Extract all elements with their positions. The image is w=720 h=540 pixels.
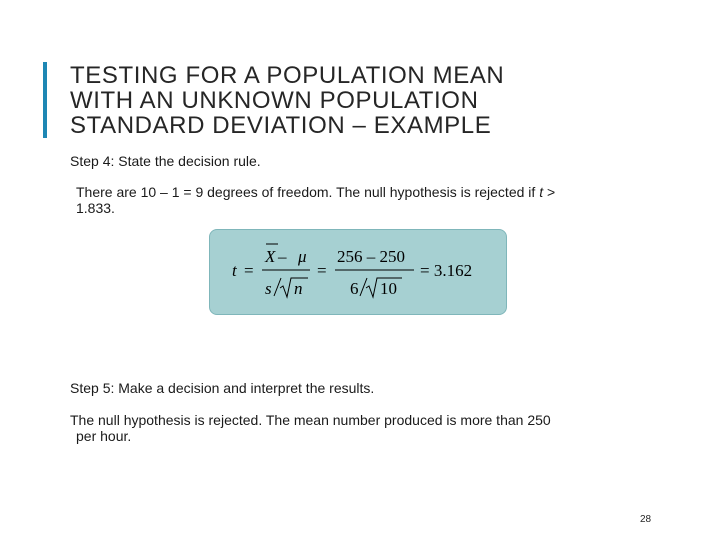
title-line-1: TESTING FOR A POPULATION MEAN xyxy=(70,62,505,89)
degrees-of-freedom-text xyxy=(76,184,706,200)
formula-result: = 3.162 xyxy=(420,261,473,280)
formula-xbar: X xyxy=(265,247,276,266)
dof-text-prefix: There are 10 – 1 = 9 degrees of freedom. The null hypothesis is rejected if xyxy=(76,184,540,200)
title-line-3: STANDARD DEVIATION – EXAMPLE xyxy=(70,112,492,139)
formula-ten: 10 xyxy=(380,279,397,298)
conclusion-text: The null hypothesis is rejected. The mean number produced is more than 250 xyxy=(70,412,551,428)
t-statistic-formula-box xyxy=(209,229,507,315)
slash-1 xyxy=(274,278,281,296)
step-4-heading: Step 4: State the decision rule. xyxy=(70,153,261,169)
title-line-2: WITH AN UNKNOWN POPULATION xyxy=(70,87,479,114)
formula-six: 6 xyxy=(350,279,359,298)
formula-s: s xyxy=(265,279,272,298)
page-number: 28 xyxy=(640,514,652,525)
formula-n: n xyxy=(294,279,303,298)
step-5-heading: Step 5: Make a decision and interpret the results. xyxy=(70,380,375,396)
formula-equals-1: = xyxy=(244,261,254,280)
slide-title xyxy=(70,63,670,138)
dof-text-suffix: > xyxy=(543,184,556,200)
dof-t-variable: t xyxy=(539,184,544,200)
t-statistic-formula xyxy=(210,230,506,314)
formula-numerator-2: 256 – 250 xyxy=(337,247,405,266)
critical-value-text: 1.833. xyxy=(76,200,115,216)
formula-mu: μ xyxy=(298,247,307,266)
formula-minus-1: – xyxy=(278,247,287,266)
slash-2 xyxy=(360,278,367,296)
conclusion-text-continued: per hour. xyxy=(76,428,132,444)
formula-equals-2: = xyxy=(317,261,327,280)
formula-t: t xyxy=(232,261,237,280)
title-accent-bar xyxy=(43,62,47,138)
